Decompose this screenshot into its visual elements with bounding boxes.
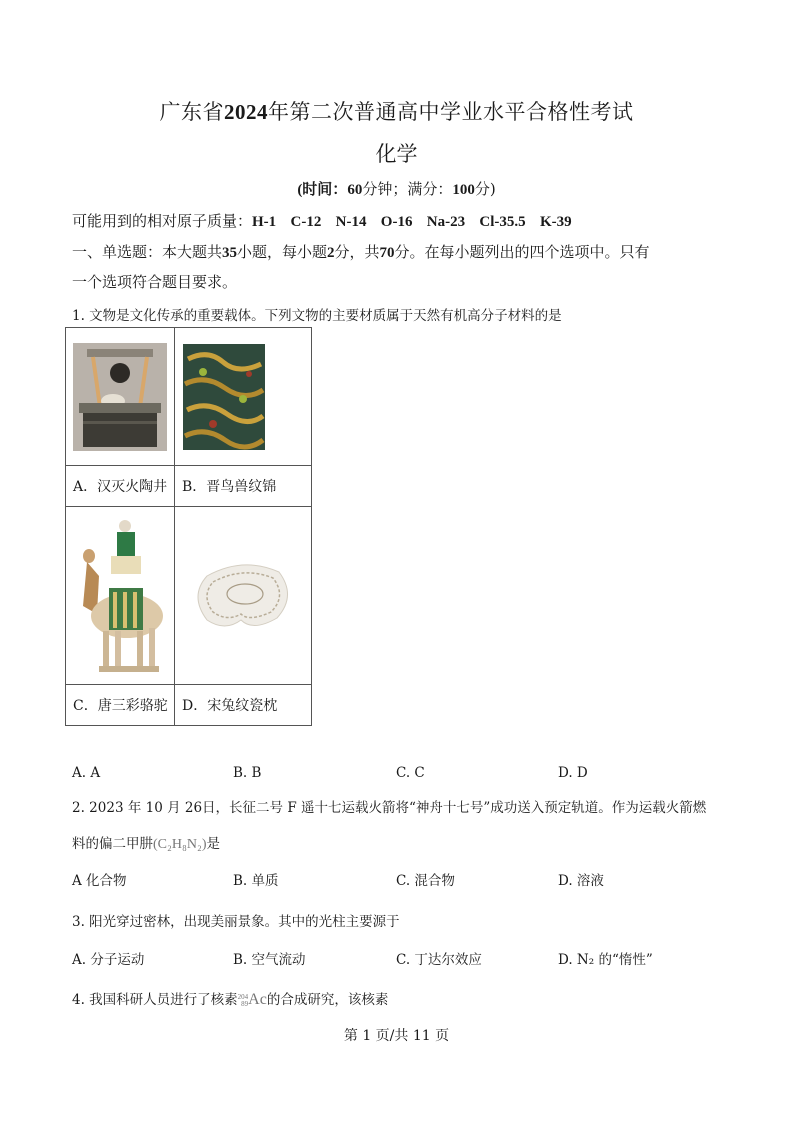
question-3-stem: 3. 阳光穿过密林，出现美丽景象。其中的光柱主要源于: [72, 914, 400, 930]
section-text: 小题，每小题: [237, 243, 328, 261]
question-1-stem: 1. 文物是文化传承的重要载体。下列文物的主要材质属于天然有机高分子材料的是: [72, 308, 562, 324]
section-text: 一、单选题：本大题共: [72, 243, 223, 261]
option-c-label: C．唐三彩骆驼: [66, 685, 175, 726]
atomic-masses-label: 可能用到的相对原子质量：: [72, 212, 253, 230]
q1-option-c[interactable]: C. C: [396, 765, 425, 781]
mass-n: N-14: [335, 214, 367, 230]
tricolor-camel-image: [75, 516, 165, 676]
nuclide-mass-number: 204: [237, 992, 249, 1001]
brocade-image: [183, 344, 265, 450]
section-instructions-line2: 一个选项符合题目要求。: [72, 273, 238, 291]
option-b-label: B．晋鸟兽纹锦: [175, 466, 312, 507]
time-score: 100: [452, 182, 475, 198]
exam-title: [0, 96, 793, 126]
time-open: (时间：: [297, 182, 348, 198]
q2-option-b[interactable]: B. 单质: [233, 873, 279, 889]
subject-title: 化学: [375, 142, 418, 166]
option-d-image-cell: [175, 507, 312, 685]
q3-option-a[interactable]: A. 分子运动: [72, 952, 145, 968]
exam-time-info: [0, 178, 793, 199]
q1-option-a[interactable]: A. A: [72, 765, 101, 781]
points-total: 70: [379, 245, 395, 261]
option-a-image-cell: [66, 328, 175, 466]
option-c-image-cell: [66, 507, 175, 685]
q4-stem-text: 4. 我国科研人员进行了核素: [72, 992, 238, 1008]
mass-cl: Cl-35.5: [479, 214, 526, 230]
q3-option-c[interactable]: C. 丁达尔效应: [396, 952, 482, 968]
time-mid: 分钟；满分：: [362, 180, 453, 198]
mass-h: H-1: [252, 214, 277, 230]
q2-option-a[interactable]: A 化合物: [72, 873, 127, 889]
q4-stem-text: 的合成研究，该核素: [266, 992, 389, 1008]
title-suffix: 年第二次普通高中学业水平合格性考试: [268, 100, 634, 124]
nuclide-symbol: Ac: [248, 991, 267, 1008]
mass-c: C-12: [290, 214, 322, 230]
title-year: 2024: [224, 100, 268, 124]
option-b-image-cell: [175, 328, 312, 466]
q2-option-c[interactable]: C. 混合物: [396, 873, 455, 889]
q2-stem-text: 是: [206, 836, 221, 852]
question-count: 35: [222, 245, 238, 261]
nuclide-atomic-number: 89: [241, 999, 249, 1008]
mass-k: K-39: [539, 214, 572, 230]
question-2-stem-line2: [72, 832, 220, 853]
q1-option-b[interactable]: B. B: [233, 765, 262, 781]
question-1-image-table: [65, 327, 312, 726]
section-instructions: [72, 241, 650, 262]
points-each: 2: [327, 245, 335, 261]
pottery-well-image: [73, 343, 167, 451]
page-footer: 第 1 页/共 11 页: [343, 1028, 450, 1044]
atomic-masses: [72, 210, 572, 231]
title-prefix: 广东省: [159, 100, 224, 124]
q1-option-d[interactable]: D. D: [558, 765, 588, 781]
question-4-stem: [72, 988, 388, 1009]
porcelain-pillow-image: [193, 560, 293, 632]
q2-option-d[interactable]: D. 溶液: [558, 873, 604, 889]
q3-option-d[interactable]: D. N₂ 的“惰性”: [558, 952, 653, 968]
option-a-label: A．汉灭火陶井: [66, 466, 175, 507]
q2-formula: (C₂H₈N₂): [153, 837, 207, 852]
time-minutes: 60: [347, 182, 363, 198]
nuclide-numbers: [238, 994, 249, 1008]
q3-option-b[interactable]: B. 空气流动: [233, 952, 306, 968]
mass-o: O-16: [380, 214, 413, 230]
mass-na: Na-23: [426, 214, 466, 230]
q2-stem-text: 料的偏二甲肼: [72, 836, 153, 852]
time-close: 分): [474, 180, 496, 198]
option-d-label: D．宋兔纹瓷枕: [175, 685, 312, 726]
section-text: 分。在每小题列出的四个选项中。只有: [394, 243, 650, 261]
question-2-stem-line1: 2. 2023 年 10 月 26日，长征二号 F 遥十七运载火箭将“神舟十七号”成功送入预定轨道。作为运载火箭燃: [72, 800, 707, 816]
section-text: 分，共: [334, 243, 380, 261]
